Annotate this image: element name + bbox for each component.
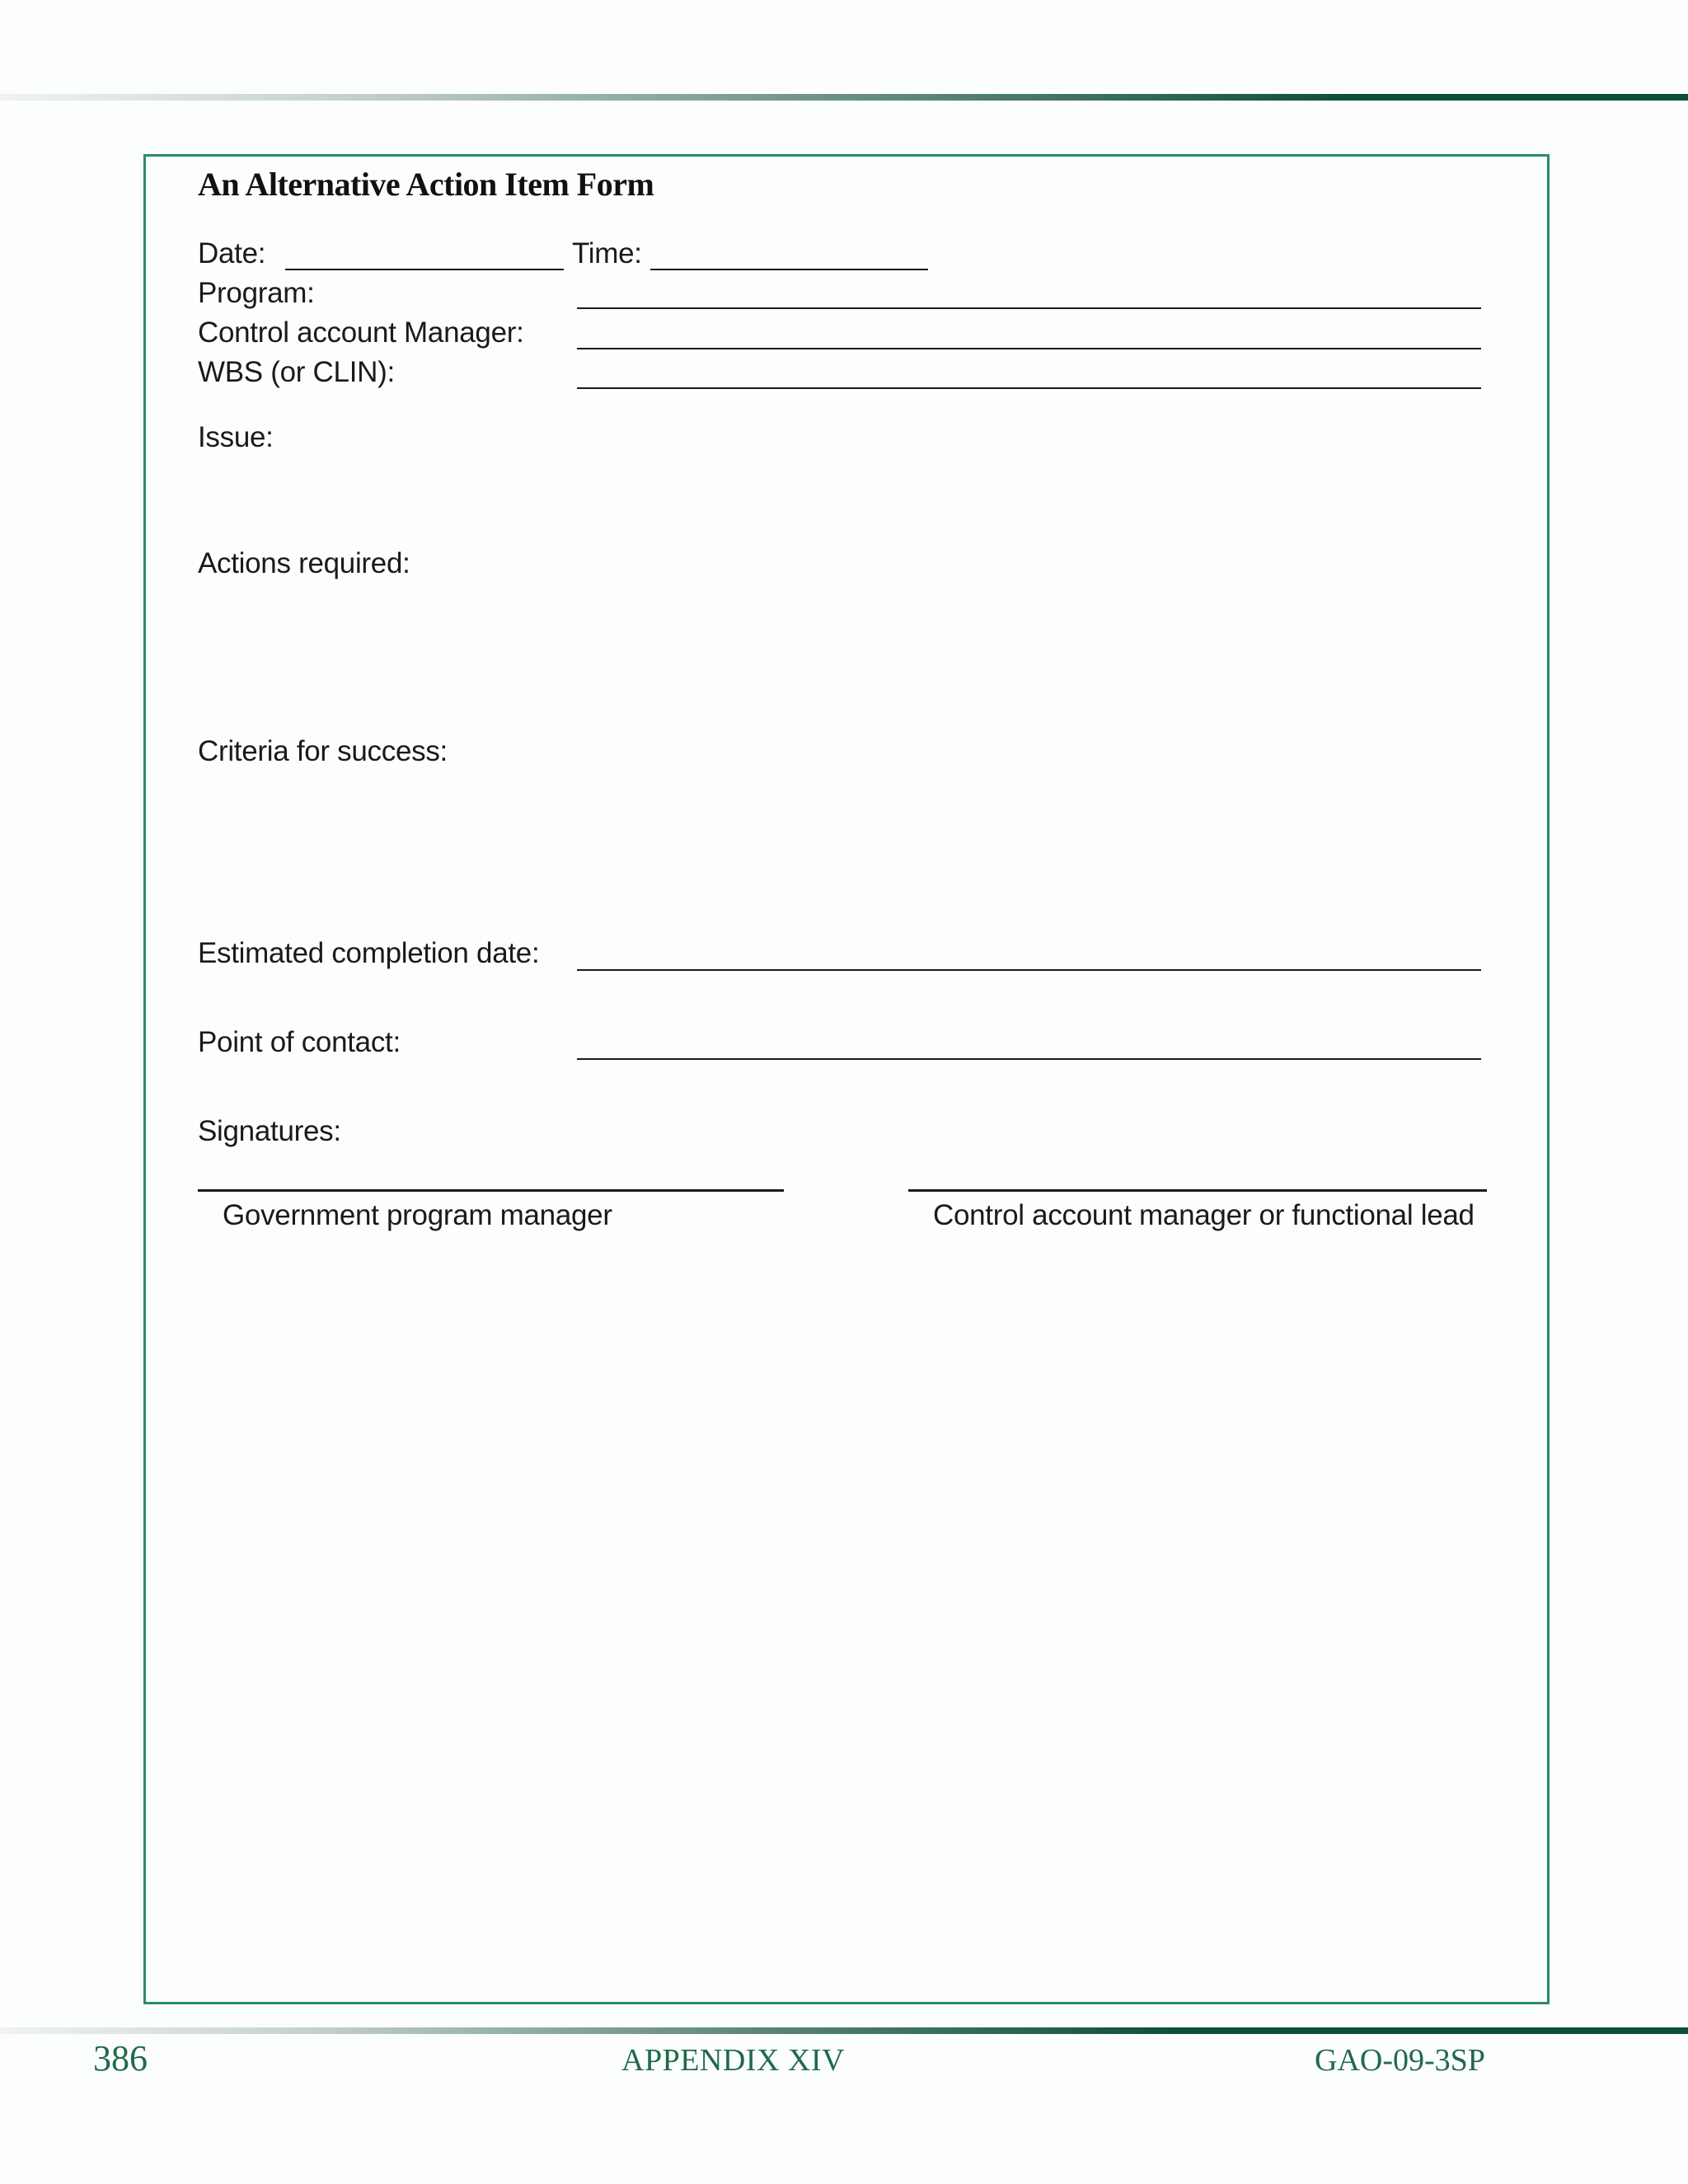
control-account-manager-field-line[interactable] bbox=[577, 348, 1481, 349]
government-signature-line[interactable] bbox=[198, 1189, 784, 1192]
date-field-line[interactable] bbox=[285, 269, 564, 270]
control-account-signature-line[interactable] bbox=[908, 1189, 1487, 1192]
control-account-manager-caption: Control account manager or functional lead bbox=[933, 1199, 1475, 1231]
form-frame bbox=[143, 154, 1550, 2004]
government-program-manager-caption: Government program manager bbox=[223, 1199, 612, 1231]
bottom-decorative-rule bbox=[0, 2027, 1688, 2034]
page-number: 386 bbox=[93, 2038, 148, 2079]
signatures-label: Signatures: bbox=[198, 1115, 341, 1147]
time-field-line[interactable] bbox=[650, 269, 928, 270]
time-label: Time: bbox=[572, 237, 642, 269]
report-id: GAO-09-3SP bbox=[1315, 2043, 1485, 2078]
point-of-contact-field-line[interactable] bbox=[577, 1058, 1481, 1060]
control-account-manager-label: Control account Manager: bbox=[198, 316, 524, 349]
top-decorative-rule bbox=[0, 94, 1688, 101]
actions-required-label: Actions required: bbox=[198, 547, 410, 579]
form-title: An Alternative Action Item Form bbox=[198, 166, 654, 203]
point-of-contact-label: Point of contact: bbox=[198, 1026, 401, 1058]
date-label: Date: bbox=[198, 237, 266, 269]
estimated-completion-date-field-line[interactable] bbox=[577, 969, 1481, 971]
criteria-for-success-label: Criteria for success: bbox=[198, 735, 448, 767]
estimated-completion-date-label: Estimated completion date: bbox=[198, 937, 540, 969]
wbs-label: WBS (or CLIN): bbox=[198, 356, 395, 388]
program-field-line[interactable] bbox=[577, 307, 1481, 309]
issue-label: Issue: bbox=[198, 421, 274, 453]
wbs-field-line[interactable] bbox=[577, 387, 1481, 389]
program-label: Program: bbox=[198, 277, 315, 309]
appendix-label: APPENDIX XIV bbox=[621, 2043, 845, 2078]
